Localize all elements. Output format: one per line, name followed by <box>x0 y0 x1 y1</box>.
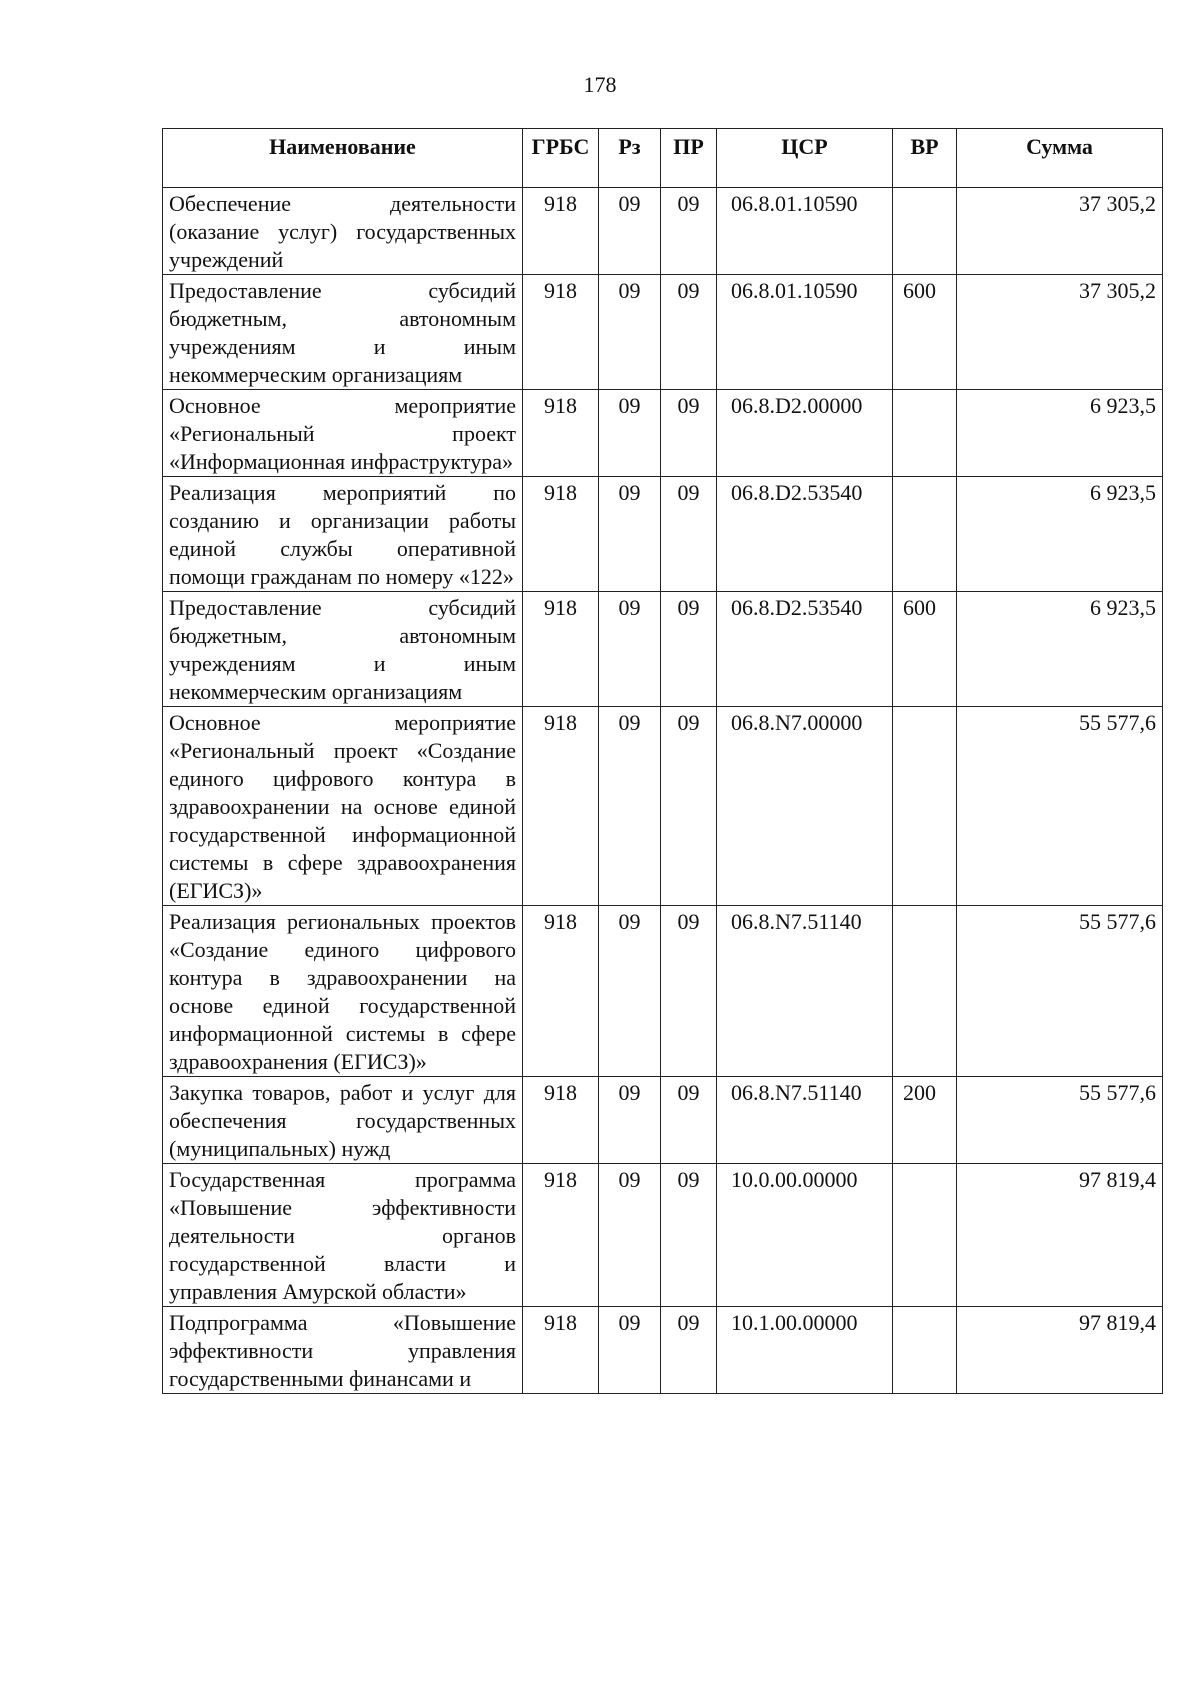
table-row <box>163 707 1163 906</box>
header-sum: Сумма <box>957 129 1163 188</box>
row-rz: 09 <box>599 477 661 592</box>
row-rz: 09 <box>599 275 661 390</box>
row-sum: 97 819,4 <box>957 1307 1163 1394</box>
row-csr: 06.8.01.10590 <box>717 275 893 390</box>
row-grbs: 918 <box>523 707 599 906</box>
row-csr: 06.8.N7.51140 <box>717 1077 893 1164</box>
header-vr: ВР <box>893 129 957 188</box>
row-pr: 09 <box>661 188 717 275</box>
header-pr: ПР <box>661 129 717 188</box>
row-rz: 09 <box>599 592 661 707</box>
row-sum: 55 577,6 <box>957 1077 1163 1164</box>
header-rz: Рз <box>599 129 661 188</box>
row-vr <box>893 906 957 1077</box>
header-name: Наименование <box>163 129 523 188</box>
row-sum: 37 305,2 <box>957 188 1163 275</box>
table-row <box>163 906 1163 1077</box>
row-name: Основное мероприятие «Региональный проект «Информационная инфраструктура» <box>163 390 523 477</box>
header-grbs: ГРБС <box>523 129 599 188</box>
row-vr <box>893 1164 957 1307</box>
row-pr: 09 <box>661 707 717 906</box>
row-sum: 55 577,6 <box>957 707 1163 906</box>
row-grbs: 918 <box>523 477 599 592</box>
header-csr: ЦСР <box>717 129 893 188</box>
row-vr: 200 <box>893 1077 957 1164</box>
row-vr <box>893 707 957 906</box>
row-grbs: 918 <box>523 188 599 275</box>
row-vr <box>893 188 957 275</box>
table-row <box>163 275 1163 390</box>
row-grbs: 918 <box>523 906 599 1077</box>
table-row <box>163 1307 1163 1394</box>
row-rz: 09 <box>599 707 661 906</box>
row-sum: 37 305,2 <box>957 275 1163 390</box>
row-pr: 09 <box>661 390 717 477</box>
row-csr: 06.8.01.10590 <box>717 188 893 275</box>
row-vr <box>893 390 957 477</box>
row-name: Закупка товаров, работ и услуг для обеспечения государственных (муниципальных) нужд <box>163 1077 523 1164</box>
row-pr: 09 <box>661 1077 717 1164</box>
table-row <box>163 1077 1163 1164</box>
table-row <box>163 390 1163 477</box>
row-rz: 09 <box>599 390 661 477</box>
row-rz: 09 <box>599 188 661 275</box>
row-name: Реализация мероприятий по созданию и организации работы единой службы оперативной помощи гражданам по номеру «122» <box>163 477 523 592</box>
row-vr: 600 <box>893 275 957 390</box>
row-grbs: 918 <box>523 592 599 707</box>
row-sum: 6 923,5 <box>957 390 1163 477</box>
row-csr: 06.8.D2.53540 <box>717 477 893 592</box>
page-number: 178 <box>583 72 617 97</box>
table-header-row <box>163 129 1163 188</box>
row-name: Государственная программа «Повышение эффективности деятельности органов государственной власти и управления Амурской области» <box>163 1164 523 1307</box>
row-sum: 55 577,6 <box>957 906 1163 1077</box>
row-vr <box>893 477 957 592</box>
row-csr: 06.8.D2.00000 <box>717 390 893 477</box>
row-name: Предоставление субсидий бюджетным, автономным учреждениям и иным некоммерческим организациям <box>163 592 523 707</box>
row-csr: 06.8.N7.51140 <box>717 906 893 1077</box>
row-csr: 06.8.N7.00000 <box>717 707 893 906</box>
row-rz: 09 <box>599 1307 661 1394</box>
table-row <box>163 477 1163 592</box>
row-pr: 09 <box>661 275 717 390</box>
row-name: Основное мероприятие «Региональный проект «Создание единого цифрового контура в здравоохранении на основе единой государственной информационной системы в сфере здравоохранения (ЕГИСЗ)» <box>163 707 523 906</box>
row-pr: 09 <box>661 1307 717 1394</box>
row-pr: 09 <box>661 1164 717 1307</box>
row-pr: 09 <box>661 592 717 707</box>
row-grbs: 918 <box>523 1164 599 1307</box>
table-row <box>163 1164 1163 1307</box>
row-sum: 6 923,5 <box>957 592 1163 707</box>
row-rz: 09 <box>599 906 661 1077</box>
row-name: Подпрограмма «Повышение эффективности управления государственными финансами и <box>163 1307 523 1394</box>
budget-table <box>162 128 1163 1394</box>
row-rz: 09 <box>599 1077 661 1164</box>
row-csr: 10.0.00.00000 <box>717 1164 893 1307</box>
row-csr: 06.8.D2.53540 <box>717 592 893 707</box>
row-grbs: 918 <box>523 1307 599 1394</box>
row-rz: 09 <box>599 1164 661 1307</box>
row-vr: 600 <box>893 592 957 707</box>
row-pr: 09 <box>661 906 717 1077</box>
row-sum: 6 923,5 <box>957 477 1163 592</box>
row-sum: 97 819,4 <box>957 1164 1163 1307</box>
table-row <box>163 592 1163 707</box>
table-row <box>163 188 1163 275</box>
row-vr <box>893 1307 957 1394</box>
row-grbs: 918 <box>523 275 599 390</box>
row-csr: 10.1.00.00000 <box>717 1307 893 1394</box>
row-name: Обеспечение деятельности (оказание услуг) государственных учреждений <box>163 188 523 275</box>
row-name: Реализация региональных проектов «Создание единого цифрового контура в здравоохранении на основе единой государственной информационной системы в сфере здравоохранения (ЕГИСЗ)» <box>163 906 523 1077</box>
row-grbs: 918 <box>523 390 599 477</box>
row-name: Предоставление субсидий бюджетным, автономным учреждениям и иным некоммерческим организациям <box>163 275 523 390</box>
row-grbs: 918 <box>523 1077 599 1164</box>
row-pr: 09 <box>661 477 717 592</box>
